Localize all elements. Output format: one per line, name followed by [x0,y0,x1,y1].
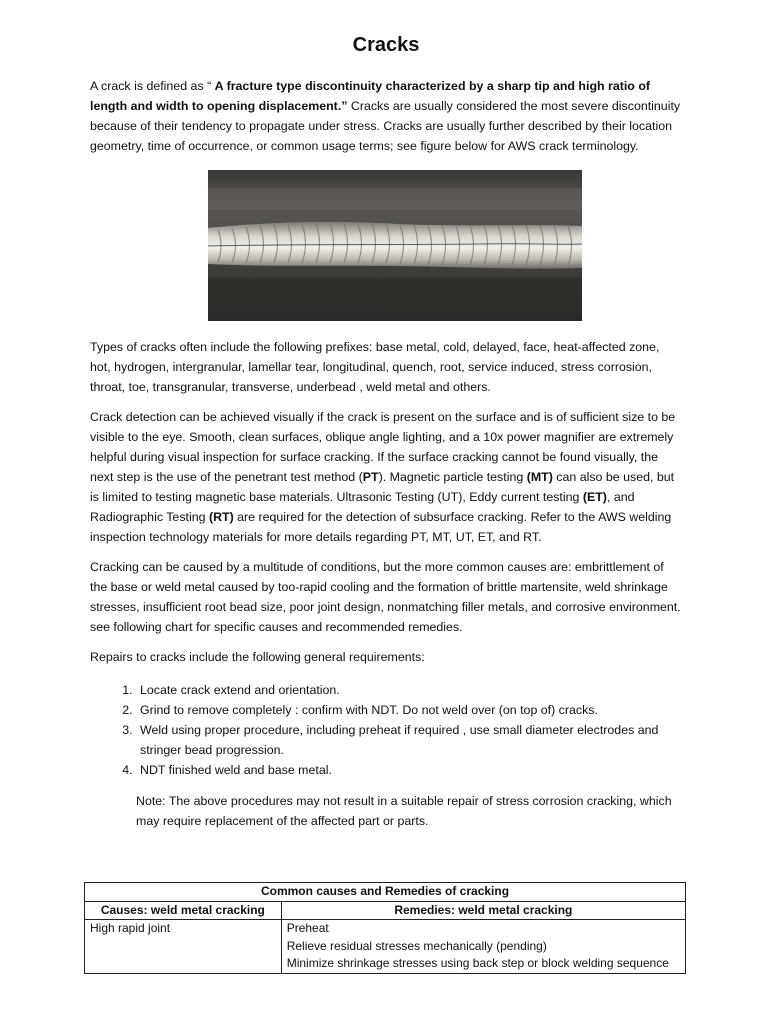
crack-causes-paragraph: Cracking can be caused by a multitude of conditions, but the more common causes are: embrittlement of the base or weld metal caused by too-rapid cooling and the formation of brittle martensite, weld shrinkage stresses, insufficient root bead size, poor joint design, nonmatching filler metals, and corrosive environment. see following chart for specific causes and recommended remedies. [90,560,681,634]
crack-definition: A fracture type discontinuity characterized by a sharp tip and high ratio of length and width to opening displacement.” [90,79,651,113]
crack-detection-paragraph [90,407,682,547]
pt-abbrev: PT [362,470,379,484]
remedy-item: Preheat [286,921,329,935]
list-item: 3. Weld using proper procedure, including preheat if required , use small diameter electrodes and stringer bead progression. [136,720,682,760]
list-item: 2. Grind to remove completely : confirm with NDT. Do not weld over (on top of) cracks. [136,700,682,720]
detection-text-3: can also be used, but is limited to testing magnetic base materials. Ultrasonic Testing (UT), Eddy current testing [90,470,675,504]
remedy-item: Relieve residual stresses mechanically (pending) [286,938,547,953]
intro-paragraph [90,76,682,156]
remedies-header: Remedies: weld metal cracking [281,901,685,920]
rt-abbrev: (RT) [208,510,234,524]
detection-text-4: , and Radiographic Testing [90,490,635,524]
intro-text-2: Cracks are usually considered the most severe discontinuity because of their tendency to propagate under stress. Cracks are usually further described by their location geometry, time of occurrence, or common usage terms; see figure below for AWS crack terminology. [90,99,681,153]
table-caption: Common causes and Remedies of cracking [85,883,686,902]
causes-remedies-table [84,882,686,974]
list-item: 1. Locate crack extend and orientation. [136,680,682,700]
remedy-item: Minimize shrinkage stresses using back step or block welding sequence [286,956,669,970]
repair-note: Note: The above procedures may not result in a suitable repair of stress corrosion cracking, which may require replacement of the affected part or parts. [136,794,672,828]
mt-abbrev: (MT) [526,470,553,484]
weld-bead-photo [208,170,582,321]
cause-cell: High rapid joint [85,920,282,974]
remedies-cell [281,920,685,974]
list-item: 4. NDT finished weld and base metal. [136,760,682,780]
crack-types-paragraph: Types of cracks often include the following prefixes: base metal, cold, delayed, face, heat-affected zone, hot, hydrogen, intergranular, lamellar tear, longitudinal, quench, root, service induced, stress corrosion, throat, toe, transgranular, transverse, underbead , weld metal and others. [90,340,660,394]
table-row [85,920,686,974]
detection-text-2: ). Magnetic particle testing [378,470,527,484]
repairs-intro: Repairs to cracks include the following general requirements: [90,650,425,664]
et-abbrev: (ET) [582,490,607,504]
repairs-list [90,680,682,780]
detection-text-1: Crack detection can be achieved visually if the crack is present on the surface and is of sufficient size to be visible to the eye. Smooth, clean surfaces, oblique angle lighting, and a 10x power magnifier are extremely helpful during visual inspection for surface cracking. If the surface cracking cannot be found visually, the next step is the use of the penetrant test method ( [90,410,676,484]
document-page [90,30,682,831]
intro-text-1: A crack is defined as “ [90,79,215,93]
detection-text-5: are required for the detection of subsurface cracking. Refer to the AWS welding inspection technology materials for more details regarding PT, MT, UT, ET, and RT. [90,510,672,544]
causes-header: Causes: weld metal cracking [85,901,282,920]
page-title: Cracks [352,34,420,56]
